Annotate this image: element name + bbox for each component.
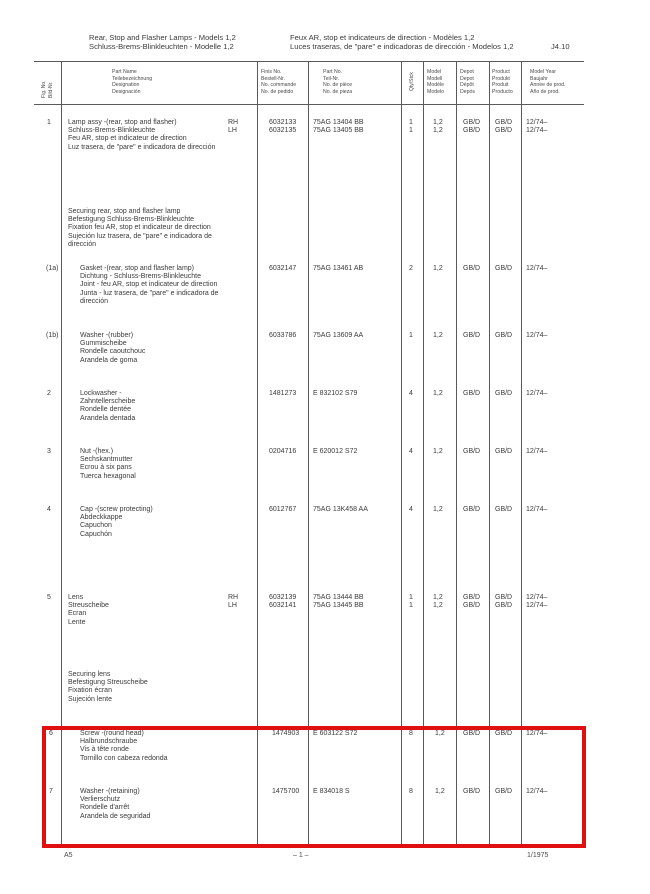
row-model: 1,2 — [435, 788, 445, 795]
page-ref: J4.10 — [551, 42, 570, 51]
row-finis-no: 0204716 — [269, 448, 297, 455]
row-part-name: Lamp assy -(rear, stop and flasher) Schluss-Brems-Blinkleuchte Feu AR, stop et indicateur de direction Luz trasera, de "pare" e indicadora de dirección — [68, 119, 216, 151]
row-model: 1,2 — [433, 390, 443, 397]
row-fig-no: 5 — [47, 594, 51, 601]
row-fig-no: 6 — [49, 730, 53, 737]
row-model: 1,2 1,2 — [433, 594, 443, 610]
footer-left: A5 — [64, 852, 73, 859]
row-qty: 4 — [409, 448, 413, 455]
row-part-no: 75AG 13609 AA — [313, 332, 364, 339]
fig-header: Fig. No. — [41, 80, 47, 98]
row-depot: GB/D — [463, 390, 481, 397]
row-fig-no: 1 — [47, 119, 51, 126]
row-depot: GB/D — [463, 265, 481, 272]
row-part-name: Lens Streuscheibe Ecran Lente — [68, 594, 109, 626]
row-fig-no: 3 — [47, 448, 51, 455]
row-finis-no: 6012767 — [269, 506, 297, 513]
row-fig-no: 4 — [47, 506, 51, 513]
row-model-year: 12/74– — [526, 506, 548, 513]
row-part-no: E 834018 S — [313, 788, 350, 795]
footer-page-number: – 1 – — [293, 852, 309, 859]
product-header: Product Produkt Produit Producto — [492, 69, 513, 95]
row-part-no: E 603122 S72 — [313, 730, 358, 737]
footer-date: 1/1975 — [527, 852, 549, 859]
row-finis-no: 6032133 6032135 — [269, 119, 297, 135]
row-qty: 4 — [409, 506, 413, 513]
row-product: GB/D GB/D — [495, 594, 513, 610]
table-header-rule — [34, 104, 584, 105]
row-part-no: 75AG 13K458 AA — [313, 506, 368, 513]
row-qty: 8 — [409, 788, 413, 795]
row-product: GB/D — [495, 730, 513, 737]
row-depot: GB/D — [463, 506, 481, 513]
row-qty: 1 1 — [409, 119, 413, 135]
row-finis-no: 6032147 — [269, 265, 297, 272]
row-finis-no: 1474903 — [272, 730, 300, 737]
row-product: GB/D — [495, 332, 513, 339]
title-en: Rear, Stop and Flasher Lamps - Models 1,2 — [89, 33, 236, 42]
row-qty: 2 — [409, 265, 413, 272]
row-finis-no: 1475700 — [272, 788, 300, 795]
title-de: Schluss-Brems-Blinkleuchten - Modelle 1,2 — [89, 42, 234, 51]
finis-header: Finis No. Bestell-Nr. No. commande No. de pedido — [261, 69, 297, 95]
highlight-box — [42, 726, 586, 848]
row-qty: 1 1 — [409, 594, 413, 610]
row-fig-no: (1a) — [46, 265, 59, 272]
table-top-rule — [34, 61, 584, 62]
model-header: Model Modell Modèle Modelo — [427, 69, 445, 95]
row-model: 1,2 — [433, 265, 443, 272]
row-product: GB/D — [495, 265, 513, 272]
row-part-name: Cap -(screw protecting) Abdeckkappe Capuchon Capuchón — [80, 506, 153, 538]
row-depot: GB/D GB/D — [463, 594, 481, 610]
row-model-year: 12/74– — [526, 448, 548, 455]
row-qty: 8 — [409, 730, 413, 737]
row-product: GB/D GB/D — [495, 119, 513, 135]
row-model: 1,2 — [433, 332, 443, 339]
part-no-header: Part No. Teil-Nr. No. de pièce No. de pieza — [323, 69, 353, 95]
row-part-name: Nut -(hex.) Sechskantmutter Ecrou à six pans Tuerca hexagonal — [80, 448, 136, 480]
row-side: RH LH — [228, 119, 239, 135]
depot-header: Depot Depot Dépôt Depós — [460, 69, 475, 95]
row-depot: GB/D GB/D — [463, 119, 481, 135]
row-part-name: Securing lens Befestigung Streuscheibe Fixation écran Sujeción lente — [68, 671, 148, 703]
row-part-name: Screw -(round head) Halbrundschraube Vis à tête ronde Tornillo con cabeza redonda — [80, 730, 168, 762]
row-product: GB/D — [495, 788, 513, 795]
row-model: 1,2 — [433, 448, 443, 455]
row-finis-no: 6032139 6032141 — [269, 594, 297, 610]
row-part-name: Gasket -(rear, stop and flasher lamp) Dichtung - Schluss-Brems-Blinkleuchte Joint - feu AR, stop et indicateur de direction Junta - luz trasera, de "pare" e indicadora de dirección — [80, 265, 219, 305]
row-side: RH LH — [228, 594, 239, 610]
row-part-name: Washer -(rubber) Gummischeibe Rondelle caoutchouc Arandela de goma — [80, 332, 146, 364]
row-part-no: 75AG 13461 AB — [313, 265, 364, 272]
row-model-year: 12/74– 12/74– — [526, 594, 548, 610]
row-fig-no: (1b) — [46, 332, 59, 339]
row-model-year: 12/74– — [526, 788, 548, 795]
fig-header-de: Bild-Nr. — [48, 81, 54, 98]
row-product: GB/D — [495, 506, 513, 513]
row-qty: 4 — [409, 390, 413, 397]
row-model: 1,2 — [435, 730, 445, 737]
row-part-no: E 620012 S72 — [313, 448, 358, 455]
row-depot: GB/D — [463, 730, 481, 737]
row-model-year: 12/74– 12/74– — [526, 119, 548, 135]
row-depot: GB/D — [463, 332, 481, 339]
row-finis-no: 1481273 — [269, 390, 297, 397]
row-model-year: 12/74– — [526, 730, 548, 737]
qty-header: Qty/Stck — [409, 72, 415, 91]
row-part-name: Securing rear, stop and flasher lamp Befestigung Schluss-Brems-Blinkleuchte Fixation feu AR, stop et indicateur de direction Sujeción luz trasera, de "pare" e indicadora de dirección — [68, 208, 212, 248]
row-product: GB/D — [495, 390, 513, 397]
row-part-name: Lockwasher - Zahntellerscheibe Rondelle dentée Arandela dentada — [80, 390, 136, 422]
row-depot: GB/D — [463, 448, 481, 455]
row-part-name: Washer -(retaining) Verlierschutz Rondelle d'arrêt Arandela de seguridad — [80, 788, 151, 820]
row-model-year: 12/74– — [526, 265, 548, 272]
row-depot: GB/D — [463, 788, 481, 795]
row-model-year: 12/74– — [526, 332, 548, 339]
row-fig-no: 7 — [49, 788, 53, 795]
part-name-header: Part Name Teilebezeichnung Designation Designación — [112, 69, 153, 95]
row-model: 1,2 1,2 — [433, 119, 443, 135]
row-model-year: 12/74– — [526, 390, 548, 397]
row-qty: 1 — [409, 332, 413, 339]
row-part-no: E 832102 S79 — [313, 390, 358, 397]
row-product: GB/D — [495, 448, 513, 455]
row-part-no: 75AG 13444 BB 75AG 13445 BB — [313, 594, 364, 610]
row-model: 1,2 — [433, 506, 443, 513]
title-fr: Feux AR, stop et indicateurs de direction - Modèles 1,2 — [290, 33, 475, 42]
row-fig-no: 2 — [47, 390, 51, 397]
model-year-header: Model Year Baujahr Année de prod. Año de prod. — [530, 69, 566, 95]
row-part-no: 75AG 13404 BB 75AG 13405 BB — [313, 119, 364, 135]
title-es: Luces traseras, de "pare" e indicadoras de dirección - Modelos 1,2 — [290, 42, 514, 51]
row-finis-no: 6033786 — [269, 332, 297, 339]
